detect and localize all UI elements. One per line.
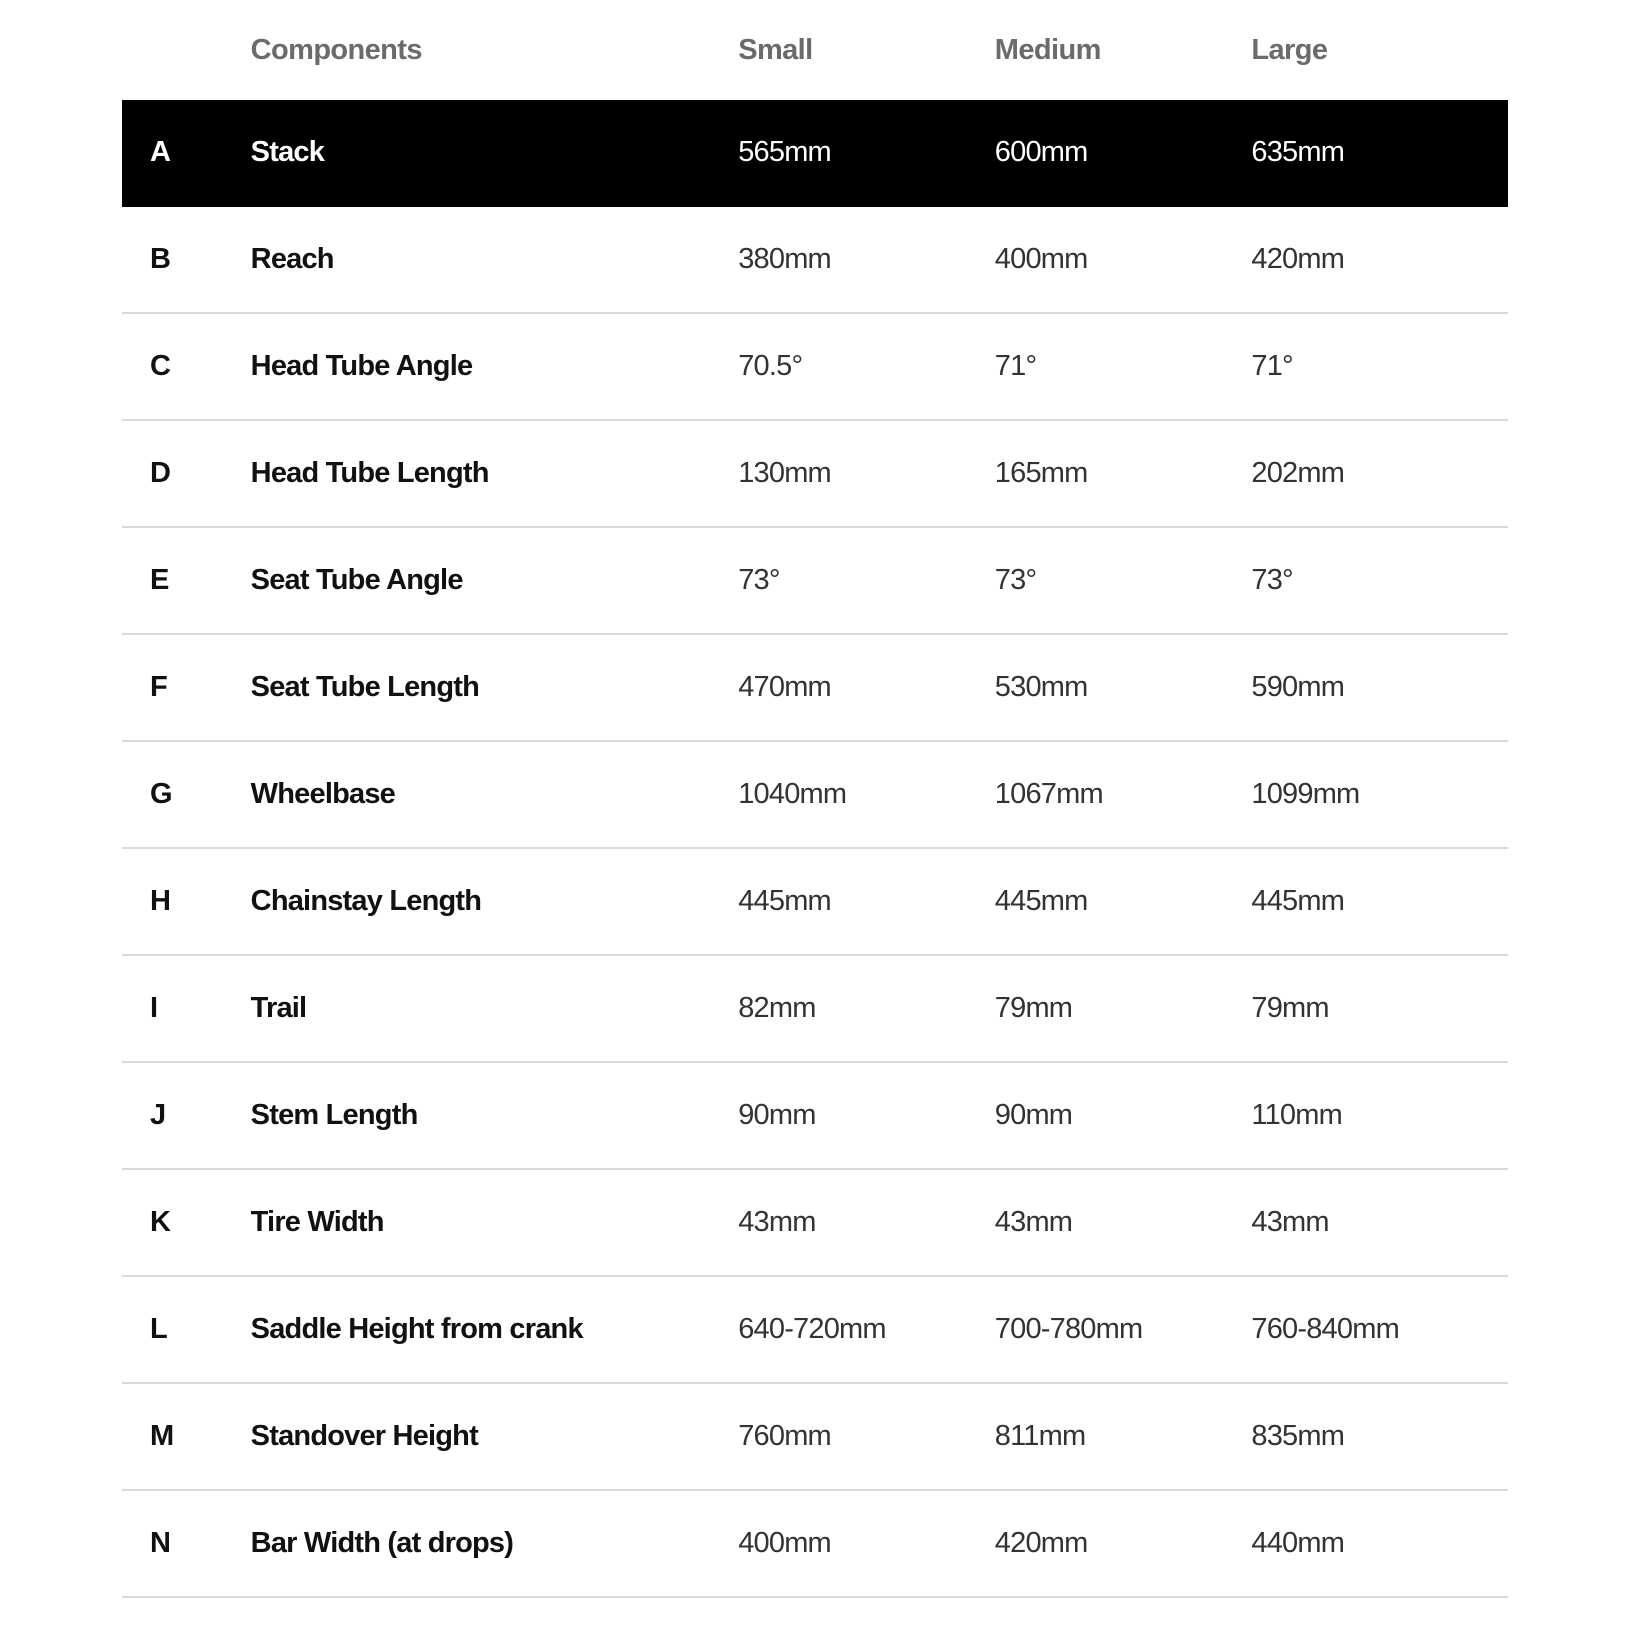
header-components: Components	[250, 33, 422, 66]
row-component-name: Seat Tube Length	[250, 671, 480, 703]
row-letter: H	[150, 885, 171, 917]
row-letter: N	[150, 1527, 171, 1559]
row-large-value: 445mm	[1251, 885, 1345, 917]
table-row	[122, 1384, 1508, 1491]
row-component-name: Bar Width (at drops)	[250, 1527, 514, 1559]
row-small-value: 400mm	[738, 1527, 831, 1559]
row-large-value: 71°	[1251, 350, 1293, 382]
row-letter: C	[150, 350, 171, 382]
row-component-name: Head Tube Length	[250, 457, 489, 489]
header-medium: Medium	[994, 33, 1101, 66]
row-component-name: Tire Width	[250, 1206, 384, 1238]
row-medium-value: 445mm	[994, 885, 1088, 917]
row-medium-value: 530mm	[994, 671, 1088, 703]
row-small-value: 380mm	[738, 243, 831, 275]
row-large-value: 79mm	[1251, 992, 1329, 1024]
row-large-value: 440mm	[1251, 1527, 1345, 1559]
table-header	[122, 0, 1508, 100]
row-medium-value: 420mm	[994, 1527, 1088, 1559]
row-letter: K	[150, 1206, 171, 1238]
row-letter: M	[150, 1420, 174, 1452]
row-letter: A	[150, 136, 171, 168]
table-row	[122, 1277, 1508, 1384]
row-large-value: 420mm	[1251, 243, 1345, 275]
row-component-name: Stem Length	[250, 1099, 418, 1131]
row-medium-value: 700-780mm	[994, 1313, 1143, 1345]
row-letter: L	[150, 1313, 167, 1345]
table-row	[122, 100, 1508, 207]
row-large-value: 110mm	[1251, 1099, 1342, 1131]
row-large-value: 1099mm	[1251, 778, 1360, 810]
table-row	[122, 314, 1508, 421]
row-component-name: Seat Tube Angle	[250, 564, 463, 596]
row-small-value: 130mm	[738, 457, 831, 489]
table-row	[122, 635, 1508, 742]
row-small-value: 73°	[738, 564, 780, 596]
row-medium-value: 165mm	[994, 457, 1088, 489]
row-small-value: 565mm	[738, 136, 831, 168]
row-small-value: 82mm	[738, 992, 816, 1024]
row-large-value: 760-840mm	[1251, 1313, 1399, 1345]
header-small: Small	[738, 33, 813, 66]
row-small-value: 1040mm	[738, 778, 847, 810]
table-row	[122, 1063, 1508, 1170]
row-medium-value: 71°	[994, 350, 1037, 382]
row-medium-value: 811mm	[994, 1420, 1086, 1452]
table-row	[122, 849, 1508, 956]
table-row	[122, 421, 1508, 528]
row-small-value: 760mm	[738, 1420, 831, 1452]
row-letter: B	[150, 243, 171, 275]
row-letter: E	[150, 564, 169, 596]
row-medium-value: 73°	[994, 564, 1037, 596]
table-row	[122, 207, 1508, 314]
row-component-name: Wheelbase	[250, 778, 395, 810]
row-small-value: 90mm	[738, 1099, 816, 1131]
row-medium-value: 43mm	[994, 1206, 1073, 1238]
row-large-value: 73°	[1251, 564, 1293, 596]
row-small-value: 470mm	[738, 671, 831, 703]
row-large-value: 43mm	[1251, 1206, 1329, 1238]
row-large-value: 590mm	[1251, 671, 1345, 703]
row-large-value: 835mm	[1251, 1420, 1345, 1452]
table-row	[122, 528, 1508, 635]
row-medium-value: 400mm	[994, 243, 1088, 275]
row-component-name: Stack	[250, 136, 325, 168]
row-letter: F	[150, 671, 167, 703]
row-small-value: 70.5°	[738, 350, 803, 382]
row-letter: I	[150, 992, 158, 1024]
table-row	[122, 742, 1508, 849]
row-letter: G	[150, 778, 172, 810]
row-component-name: Standover Height	[250, 1420, 478, 1452]
header-large: Large	[1251, 33, 1328, 66]
geometry-table	[122, 0, 1508, 1598]
table-row	[122, 1491, 1508, 1598]
row-component-name: Reach	[250, 243, 334, 275]
row-small-value: 640-720mm	[738, 1313, 886, 1345]
row-medium-value: 1067mm	[994, 778, 1103, 810]
row-component-name: Saddle Height from crank	[250, 1313, 583, 1345]
row-component-name: Trail	[250, 992, 307, 1024]
row-large-value: 635mm	[1251, 136, 1345, 168]
row-medium-value: 79mm	[994, 992, 1073, 1024]
row-medium-value: 600mm	[994, 136, 1088, 168]
row-small-value: 43mm	[738, 1206, 816, 1238]
row-letter: D	[150, 457, 171, 489]
row-large-value: 202mm	[1251, 457, 1345, 489]
table-row	[122, 1170, 1508, 1277]
row-small-value: 445mm	[738, 885, 831, 917]
row-letter: J	[150, 1099, 166, 1131]
row-component-name: Head Tube Angle	[250, 350, 473, 382]
table-row	[122, 956, 1508, 1063]
row-medium-value: 90mm	[994, 1099, 1073, 1131]
row-component-name: Chainstay Length	[250, 885, 482, 917]
